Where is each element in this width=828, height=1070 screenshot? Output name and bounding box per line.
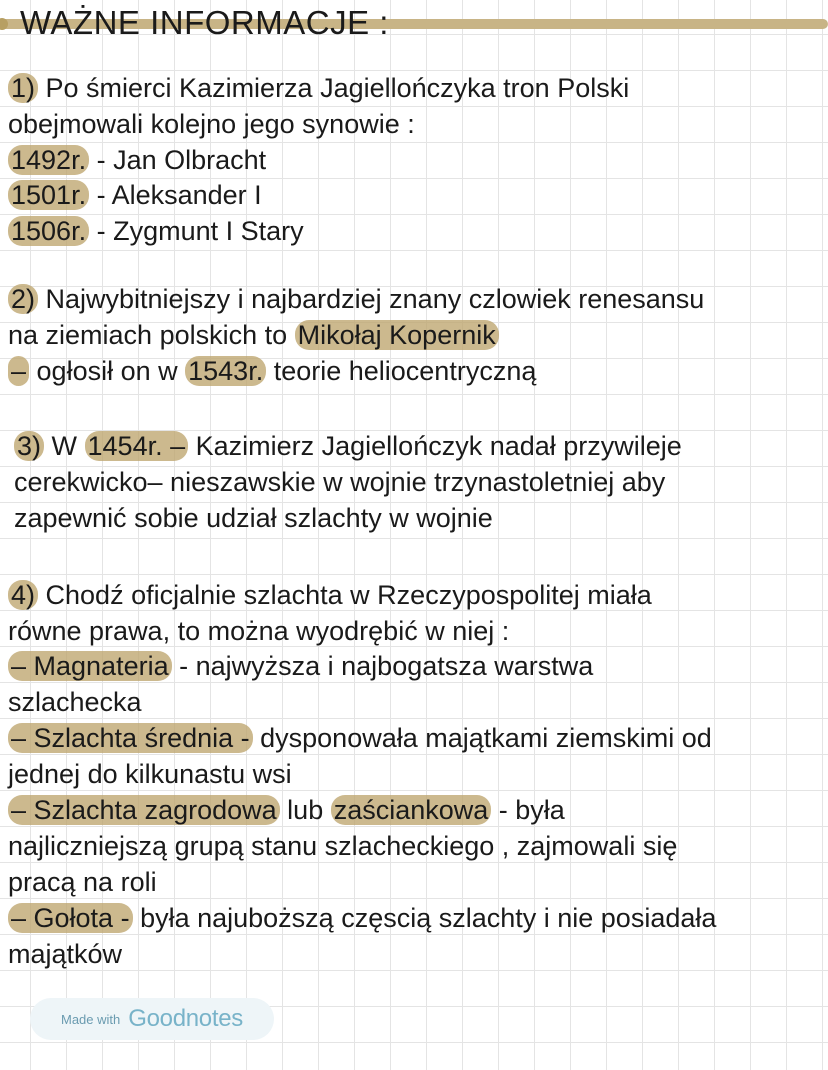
ruler-row — [8, 142, 266, 178]
goodnotes-logo: Goodnotes — [128, 1005, 243, 1032]
section2-line1: 2) Najwybitniejszy i najbardziej znany czlowiek renesansu — [8, 281, 704, 317]
list-item: – Szlachta zagrodowa lub zaściankowa - była — [8, 792, 565, 828]
class-term: – Szlachta zagrodowa — [8, 795, 280, 825]
section2-line2: na ziemiach polskich to Mikołaj Kopernik — [8, 317, 499, 353]
title-bar — [0, 4, 828, 54]
section4-line2: równe prawa, to można wyodrębić w niej : — [8, 616, 510, 646]
year: 1454r. – — [85, 431, 189, 461]
ruler-row — [8, 213, 304, 249]
class-term: – Magnateria — [8, 651, 172, 681]
list-item-cont: szlachecka — [8, 687, 142, 717]
list-item: – Gołota - była najuboższą częscią szlachty i nie posiadała — [8, 900, 716, 936]
section3-line1: 3) W 1454r. – Kazimierz Jagiellończyk nadał przywileje — [14, 428, 682, 464]
section4-number: 4) — [8, 580, 38, 610]
class-term: – Gołota - — [8, 903, 133, 933]
list-item: – Magnateria - najwyższa i najbogatsza warstwa — [8, 648, 593, 684]
person-name: Mikołaj Kopernik — [295, 320, 499, 350]
ruler-row — [8, 177, 262, 213]
list-item-cont: majątków — [8, 939, 123, 969]
ruler-year: 1501r. — [8, 180, 89, 210]
section2-number: 2) — [8, 284, 38, 314]
section1-line1: 1) Po śmierci Kazimierza Jagiellończyka tron Polski — [8, 70, 629, 106]
ruler-year: 1492r. — [8, 145, 89, 175]
list-item-cont: jednej do kilkunastu wsi — [8, 759, 292, 789]
section3-line3: zapewnić sobie udział szlachty w wojnie — [14, 503, 493, 533]
ruler-name: - Aleksander I — [89, 180, 262, 210]
list-item-cont: pracą na roli — [8, 867, 157, 897]
year: 1543r. — [185, 356, 266, 386]
section1-line2: obejmowali kolejno jego synowie : — [8, 109, 415, 139]
page-title: WAŻNE INFORMACJE : — [20, 4, 389, 41]
section4-line1: 4) Chodź oficjalnie szlachta w Rzeczypospolitej miała — [8, 577, 652, 613]
dash: – — [8, 356, 29, 386]
section2-line3: – ogłosił on w 1543r. teorie heliocentryczną — [8, 353, 536, 389]
list-item: – Szlachta średnia - dysponowała majątkami ziemskimi od — [8, 720, 712, 756]
list-item-cont: najliczniejszą grupą stanu szlacheckiego , zajmowali się — [8, 831, 678, 861]
section1-number: 1) — [8, 73, 38, 103]
made-with-label: Made with — [61, 1011, 121, 1027]
ruler-name: - Zygmunt I Stary — [89, 216, 304, 246]
ruler-year: 1506r. — [8, 216, 89, 246]
ruler-name: - Jan Olbracht — [89, 145, 267, 175]
section3-number: 3) — [14, 431, 44, 461]
section3-line2: cerekwicko– nieszawskie w wojnie trzynastoletniej aby — [14, 467, 666, 497]
class-term: – Szlachta średnia - — [8, 723, 253, 753]
class-term-alt: zaściankowa — [331, 795, 492, 825]
goodnotes-badge — [30, 998, 274, 1040]
